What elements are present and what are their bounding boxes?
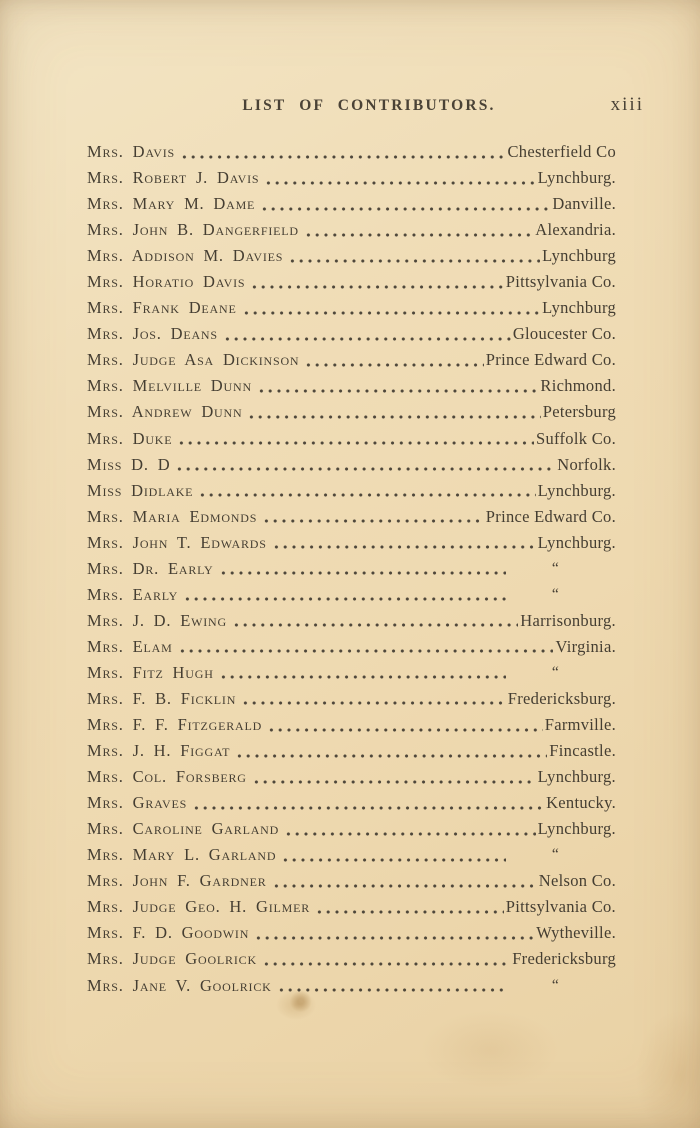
contributor-location: Lynchburg	[542, 298, 616, 318]
contributor-name: Mrs. Melville Dunn	[87, 376, 252, 396]
contributor-location: Fincastle.	[549, 741, 616, 761]
dot-leader	[270, 868, 537, 894]
contributor-name: Mrs. Caroline Garland	[87, 819, 280, 839]
list-item	[87, 347, 616, 373]
dot-leader	[217, 660, 506, 686]
contributor-name: Mrs. F. D. Goodwin	[87, 923, 250, 943]
list-item	[87, 191, 616, 217]
list-item	[87, 373, 616, 399]
list-item	[87, 269, 616, 295]
stain	[420, 1010, 560, 1090]
contributor-location: Virginia.	[555, 636, 616, 656]
dot-leader	[230, 608, 518, 634]
list-item	[87, 973, 616, 999]
contributor-name: Mrs. Mary M. Dame	[87, 194, 256, 214]
ditto-mark: “	[551, 663, 559, 681]
contributor-name: Mrs. Judge Asa Dickinson	[87, 350, 300, 370]
list-item	[87, 712, 616, 738]
list-item	[87, 556, 616, 582]
dot-leader	[181, 582, 506, 608]
dot-leader	[260, 946, 510, 972]
contributor-location: Suffolk Co.	[535, 428, 616, 448]
list-item	[87, 764, 616, 790]
contributor-name: Mrs. Andrew Dunn	[87, 402, 243, 422]
contributor-location: Kentucky.	[546, 793, 616, 813]
list-item	[87, 868, 616, 894]
contributor-location: Lynchburg.	[537, 819, 616, 839]
list-item	[87, 243, 616, 269]
dot-leader	[233, 738, 547, 764]
contributor-location: Norfolk.	[557, 454, 616, 474]
contributor-name: Mrs. Horatio Davis	[87, 272, 246, 292]
ditto-mark: “	[551, 559, 559, 577]
dot-leader	[302, 217, 533, 243]
page-header	[0, 94, 700, 121]
contributor-location: Danville.	[552, 194, 616, 214]
list-item	[87, 321, 616, 347]
dot-leader	[313, 894, 504, 920]
dot-leader	[279, 842, 506, 868]
dot-leader	[240, 295, 540, 321]
contributor-name: Mrs. F. F. Fitzgerald	[87, 715, 263, 735]
contributor-location: Gloucester Co.	[512, 324, 616, 344]
ditto-mark: “	[551, 846, 559, 864]
contributor-name: Mrs. Judge Geo. H. Gilmer	[87, 897, 311, 917]
contributor-location: Chesterfield Co	[507, 142, 616, 162]
ditto-mark: “	[551, 976, 559, 994]
list-item	[87, 790, 616, 816]
contributor-location: Richmond.	[540, 376, 616, 396]
contributor-name: Mrs. John B. Dangerfield	[87, 220, 299, 240]
list-item	[87, 530, 616, 556]
contributor-name: Mrs. Frank Deane	[87, 298, 237, 318]
ditto-mark: “	[551, 585, 559, 603]
list-item	[87, 139, 616, 165]
contributor-name: Mrs. Maria Edmonds	[87, 506, 258, 526]
list-item	[87, 946, 616, 972]
contributor-name: Mrs. Dr. Early	[87, 558, 214, 578]
contributor-location: Wytheville.	[536, 923, 616, 943]
contributor-location: Lynchburg.	[537, 532, 616, 552]
dot-leader	[175, 426, 534, 452]
contributor-name: Mrs. Fitz Hugh	[87, 662, 214, 682]
dot-leader	[302, 347, 483, 373]
list-item	[87, 217, 616, 243]
contributor-name: Miss Didlake	[87, 480, 194, 500]
contributor-location: Fredericksburg.	[507, 689, 616, 708]
list-item	[87, 634, 616, 660]
contributor-name: Mrs. J. H. Figgat	[87, 741, 231, 761]
dot-leader	[173, 452, 555, 478]
dot-leader	[217, 556, 506, 582]
list-item	[87, 478, 616, 504]
contributor-name: Mrs. Judge Goolrick	[87, 949, 257, 969]
contributor-location: Lynchburg	[542, 246, 616, 266]
list-item	[87, 165, 616, 191]
list-item	[87, 452, 616, 478]
dot-leader	[270, 530, 536, 556]
list-item	[87, 504, 616, 530]
contributor-name: Mrs. John F. Gardner	[87, 871, 267, 891]
contributor-name: Mrs. Jos. Deans	[87, 324, 218, 344]
contributor-name: Mrs. Graves	[87, 793, 188, 813]
contributor-name: Mrs. Robert J. Davis	[87, 168, 260, 188]
contributor-name: Mrs. John T. Edwards	[87, 532, 267, 552]
contributor-name: Mrs. Duke	[87, 428, 173, 448]
contributor-location: Pittsylvania Co.	[505, 897, 616, 917]
contributor-name: Miss D. D	[87, 454, 171, 474]
dot-leader	[250, 764, 536, 790]
list-item	[87, 738, 616, 764]
dot-leader	[262, 165, 535, 191]
contributor-location: Lynchburg.	[537, 767, 616, 787]
contributor-location: Fredericksburg	[512, 949, 616, 969]
list-item	[87, 920, 616, 946]
list-item	[87, 399, 616, 425]
dot-leader	[255, 373, 539, 399]
contributor-name: Mrs. Davis	[87, 142, 175, 162]
dot-leader	[252, 920, 534, 946]
list-item	[87, 842, 616, 868]
contributor-location: Harrisonburg.	[520, 610, 616, 630]
dot-leader	[265, 712, 543, 738]
list-item	[87, 426, 616, 452]
list-item	[87, 582, 616, 608]
dot-leader	[196, 478, 535, 504]
list-item	[87, 894, 616, 920]
contributor-name: Mrs. Jane V. Goolrick	[87, 975, 272, 995]
dot-leader	[260, 504, 484, 530]
dot-leader	[248, 269, 503, 295]
list-item	[87, 660, 616, 686]
dot-leader	[286, 243, 540, 269]
contributor-location: Lynchburg.	[537, 480, 616, 500]
contributor-name: Mrs. J. D. Ewing	[87, 610, 227, 630]
dot-leader	[275, 973, 506, 999]
contributor-location: Petersburg	[542, 402, 616, 422]
dot-leader	[245, 399, 540, 425]
contributor-location: Prince Edward Co.	[485, 350, 616, 370]
stain	[635, 1010, 700, 1128]
dot-leader	[178, 139, 505, 165]
dot-leader	[258, 191, 550, 217]
contributor-location: Farmville.	[544, 715, 616, 735]
page-title: LIST OF CONTRIBUTORS.	[242, 97, 496, 114]
contributor-name: Mrs. Col. Forsberg	[87, 767, 247, 787]
contributor-location: Lynchburg.	[537, 168, 616, 188]
dot-leader	[239, 686, 506, 712]
list-item	[87, 608, 616, 634]
contributor-list	[87, 139, 616, 999]
contributor-location: Pittsylvania Co.	[505, 272, 616, 292]
list-item	[87, 816, 616, 842]
dot-leader	[221, 321, 511, 347]
page-number: xiii	[610, 94, 644, 115]
contributor-name: Mrs. Addison M. Davies	[87, 246, 284, 266]
contributor-name: Mrs. F. B. Ficklin	[87, 689, 237, 708]
contributor-name: Mrs. Mary L. Garland	[87, 845, 277, 865]
contributor-location: Prince Edward Co.	[485, 506, 616, 526]
list-item	[87, 295, 616, 321]
contributor-name: Mrs. Early	[87, 584, 179, 604]
contributor-location: Nelson Co.	[538, 871, 616, 891]
contributor-location: Alexandria.	[535, 220, 616, 240]
contributor-name: Mrs. Elam	[87, 636, 173, 656]
dot-leader	[282, 816, 536, 842]
list-item	[87, 686, 616, 712]
dot-leader	[190, 790, 544, 816]
dot-leader	[176, 634, 554, 660]
